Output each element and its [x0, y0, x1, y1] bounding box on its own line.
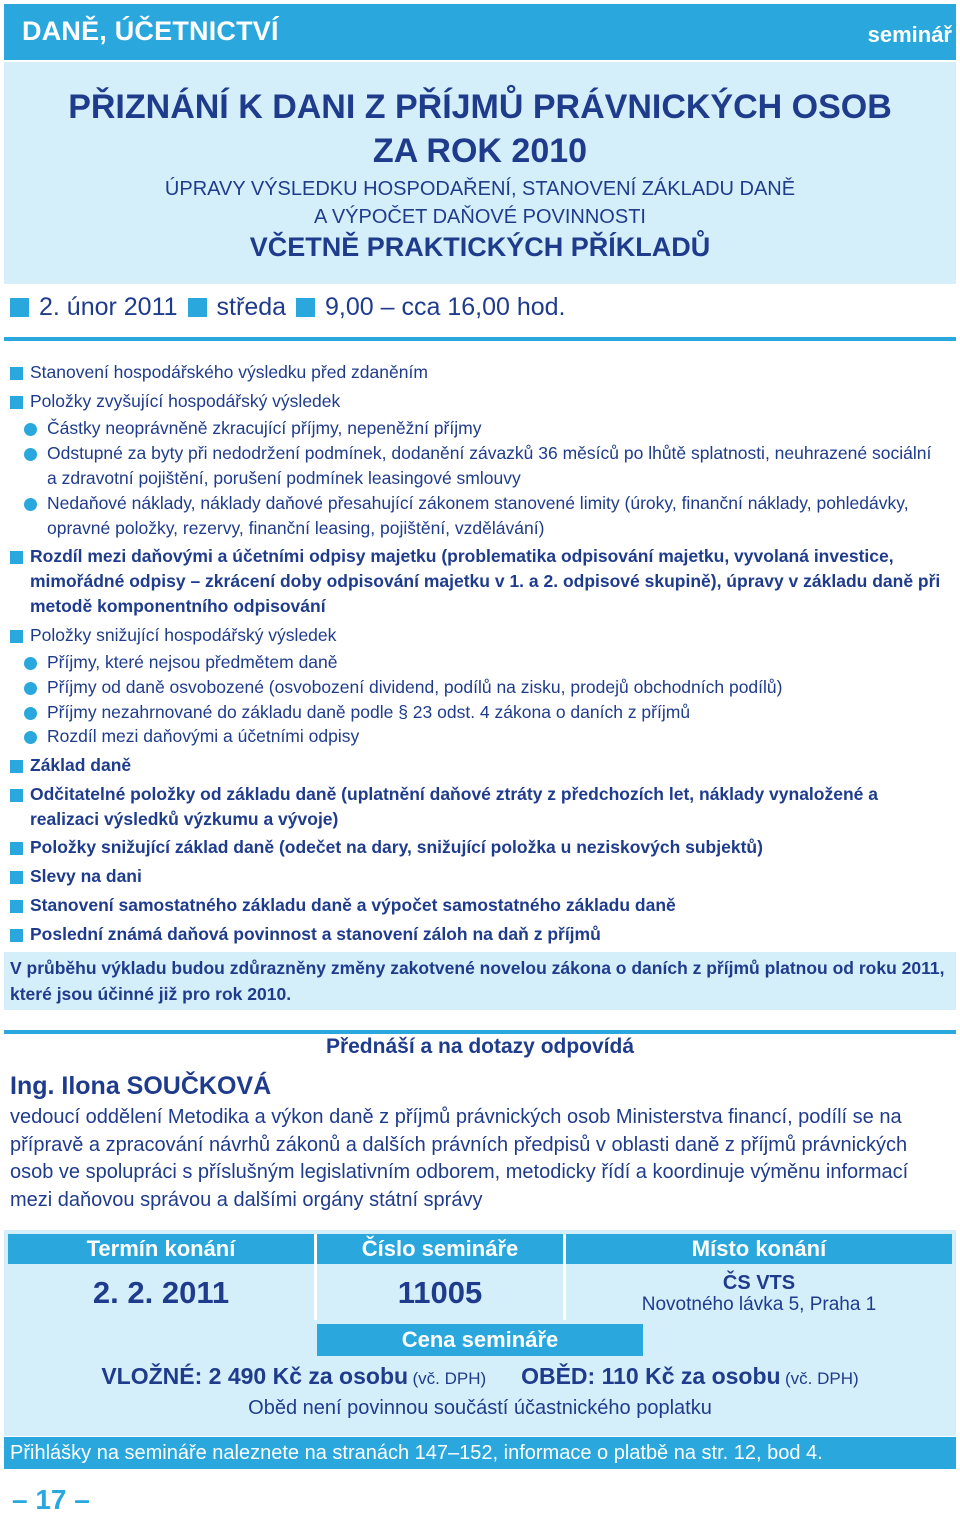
- program-item: [10, 389, 950, 414]
- program-item: [10, 782, 940, 832]
- program-item-text: Stanovení hospodářského výsledku před zdaněním: [30, 362, 428, 382]
- lecturer-bio: vedoucí oddělení Metodika a výkon daně z příjmů právnických osob Ministerstva financí, podílí se na přípravě a zpracování návrhů zákonů a dalších právních předpisů v oblasti daně z příjmů právnických osob ve spolupráci s příslušným legislativním odborem, metodicky řídí a koordinuje výměnu informací mezi daňovou správou a dalšími orgány státní správy: [10, 1106, 909, 1211]
- program-item: [10, 864, 950, 889]
- square-bullet-icon: [10, 929, 23, 942]
- program-item: [10, 544, 955, 619]
- lecturer-name: Ing. Ilona SOUČKOVÁ: [10, 1072, 272, 1100]
- event-type-label: seminář: [867, 22, 952, 47]
- program-item-text: Stanovení samostatného základu daně a výpočet samostatného základu daně: [30, 895, 676, 915]
- subtitle-line1: ÚPRAVY VÝSLEDKU HOSPODAŘENÍ, STANOVENÍ ZÁKLADU DANĚ: [164, 178, 796, 200]
- program-subitem-text: Příjmy, které nejsou předmětem daně: [47, 652, 338, 672]
- program-subitem-text: Odstupné za byty při nedodržení podmínek, dodanění závazků 36 měsíců po lhůtě splatnosti, neuhrazené sociální a zdravotní pojištění, porušení podmínek leasingové smlouvy: [47, 443, 932, 488]
- subtitle-line2: A VÝPOČET DAŇOVÉ POVINNOSTI: [314, 206, 646, 228]
- program-item-text: Slevy na dani: [30, 866, 142, 886]
- schedule-time: 9,00 – cca 16,00 hod.: [325, 292, 566, 321]
- program-item-text: Položky snižující základ daně (odečet na dary, snižující položka u neziskových subjektů): [30, 837, 763, 857]
- fee-amount: VLOŽNÉ: 2 490 Kč za osobu: [101, 1363, 409, 1389]
- date-label: Termín konání: [8, 1234, 314, 1264]
- fee-vat-note: (vč. DPH): [412, 1369, 487, 1388]
- program-subitem: [10, 416, 950, 441]
- main-title-line2: ZA ROK 2010: [372, 132, 588, 170]
- novelty-note: V průběhu výkladu budou zdůrazněny změny zakotvené novelou zákona o daních z příjmů platnou od roku 2011, které jsou účinné již pro rok 2010.: [4, 952, 956, 1010]
- program-item: [10, 623, 950, 648]
- square-bullet-icon: [10, 298, 29, 317]
- square-bullet-icon: [10, 760, 23, 773]
- square-bullet-icon: [10, 551, 23, 564]
- event-info-box: [4, 1230, 956, 1436]
- program-item: [10, 893, 950, 918]
- program-subitem: [10, 650, 950, 675]
- page-number: – 17 –: [12, 1484, 90, 1515]
- program-subitem-text: Částky neoprávněně zkracující příjmy, nepeněžní příjmy: [47, 418, 482, 438]
- venue-address: Novotného lávka 5, Praha 1: [641, 1294, 877, 1315]
- circle-bullet-icon: [24, 707, 37, 720]
- square-bullet-icon: [10, 871, 23, 884]
- program-item-text: Položky snižující hospodářský výsledek: [30, 625, 337, 645]
- circle-bullet-icon: [24, 448, 37, 461]
- program-item-text: Položky zvyšující hospodářský výsledek: [30, 391, 341, 411]
- price-label: Cena semináře: [317, 1324, 643, 1356]
- program-item: [10, 360, 950, 385]
- venue-name: ČS VTS: [722, 1272, 796, 1294]
- price-line: [4, 1363, 956, 1390]
- program-item-text: Rozdíl mezi daňovými a účetními odpisy majetku (problematika odpisování majetku, vyvolaná investice, mimořádné odpisy – zkrácení doby odpisování majetku v 1. a 2. odpisové skupině), úpravy v základu daně při metodě komponentního odpisování: [30, 546, 941, 616]
- square-bullet-icon: [10, 842, 23, 855]
- lunch-note: Oběd není povinnou součástí účastnického poplatku: [248, 1397, 712, 1419]
- square-bullet-icon: [10, 900, 23, 913]
- section-header-bar: [4, 4, 956, 60]
- program-item: [10, 753, 950, 778]
- program-subitem-text: Nedaňové náklady, náklady daňové přesahující zákonem stanovené limity (úroky, finanční náklady, pohledávky, opravné položky, rezervy, finanční leasing, pojištění, vzdělávání): [47, 493, 909, 538]
- program-item-text: Základ daně: [30, 755, 132, 775]
- program-subitem-text: Rozdíl mezi daňovými a účetními odpisy: [47, 726, 360, 746]
- circle-bullet-icon: [24, 423, 37, 436]
- main-title-line1: PŘIZNÁNÍ K DANI Z PŘÍJMŮ PRÁVNICKÝCH OSOB: [68, 88, 892, 126]
- program-subitem: [10, 675, 955, 700]
- venue-label: Místo konání: [566, 1234, 952, 1264]
- lunch-vat-note: (vč. DPH): [785, 1369, 859, 1388]
- square-bullet-icon: [10, 789, 23, 802]
- schedule-day: středa: [216, 292, 287, 321]
- program-subitem: [10, 724, 950, 749]
- program-subitem-text: Příjmy nezahrnované do základu daně podle § 23 odst. 4 zákona o daních z příjmů: [47, 702, 691, 722]
- square-bullet-icon: [10, 396, 23, 409]
- lecturer-heading: Přednáší a na dotazy odpovídá: [325, 1035, 635, 1058]
- circle-bullet-icon: [24, 657, 37, 670]
- seminar-number-label: Číslo semináře: [317, 1234, 563, 1264]
- section-title: DANĚ, ÚČETNICTVÍ: [22, 16, 279, 46]
- lunch-amount: OBĚD: 110 Kč za osobu: [521, 1363, 781, 1389]
- subtitle-line3: VČETNĚ PRAKTICKÝCH PŘÍKLADŮ: [249, 232, 711, 262]
- schedule-line: [10, 289, 950, 325]
- square-bullet-icon: [296, 298, 315, 317]
- program-item: [10, 922, 950, 947]
- venue-value: [566, 1266, 952, 1320]
- circle-bullet-icon: [24, 498, 37, 511]
- seminar-number-value: 11005: [397, 1275, 483, 1310]
- square-bullet-icon: [188, 298, 207, 317]
- title-block: [4, 62, 956, 284]
- divider: [4, 337, 956, 341]
- program-item-text: Poslední známá daňová povinnost a stanovení záloh na daň z příjmů: [30, 924, 601, 944]
- program-subitem: [10, 491, 940, 541]
- date-value: 2. 2. 2011: [92, 1275, 230, 1310]
- schedule-date: 2. únor 2011: [39, 292, 178, 321]
- program-subitem: [10, 441, 940, 491]
- circle-bullet-icon: [24, 731, 37, 744]
- program-subitem-text: Příjmy od daně osvobozené (osvobození dividend, podílů na zisku, prodejů obchodních podílů): [47, 677, 783, 697]
- square-bullet-icon: [10, 367, 23, 380]
- program-item: [10, 835, 950, 860]
- divider: [4, 1030, 956, 1034]
- registration-footer: Přihlášky na semináře naleznete na stranách 147–152, informace o platbě na str. 12, bod 4.: [4, 1437, 956, 1469]
- program-subitem: [10, 700, 950, 725]
- square-bullet-icon: [10, 630, 23, 643]
- program-item-text: Odčitatelné položky od základu daně (uplatnění daňové ztráty z předchozích let, náklady vynaložené a realizaci výsledků výzkumu a vývoje): [30, 784, 878, 829]
- circle-bullet-icon: [24, 682, 37, 695]
